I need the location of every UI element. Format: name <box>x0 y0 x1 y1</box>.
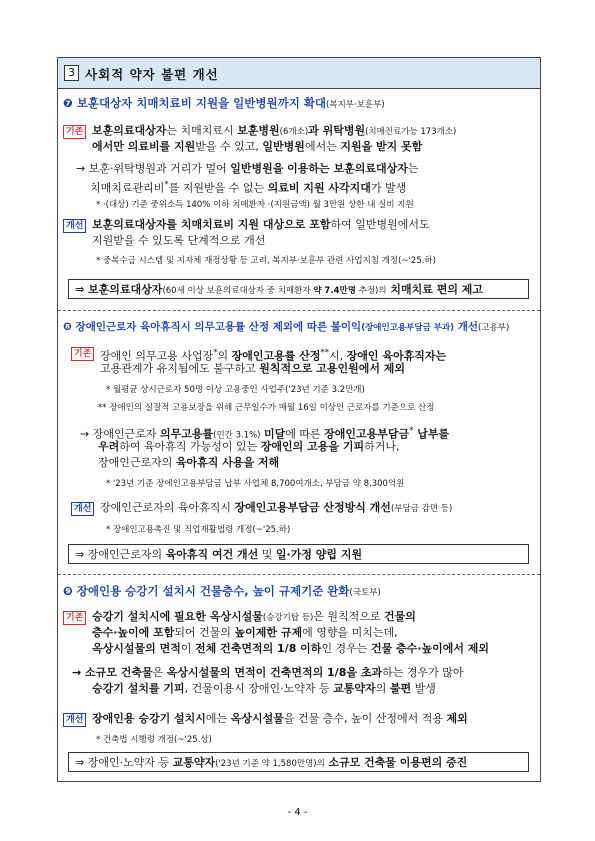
item9-heading: ❾ 장애인용 승강기 설치시 건물층수, 높이 규제기준 완화(국토부) <box>63 584 381 598</box>
item8-old-line1: 장애인 의무고용 사업장*의 장애인고용률 산정**시, 장애인 육아휴직자는 <box>100 348 447 363</box>
item9-arrow-line1: → 소규모 건축물은 옥상시설물의 면적이 건축면적의 1/8을 초과하는 경우가 많아 <box>72 666 464 679</box>
item7-new-tag: 개선 <box>63 219 86 233</box>
item7-result-text: ⇒ 보훈의료대상자(60세 이상 보훈의료대상자 중 치매환자 약 7.4만명 추정)의 치매치료 편의 제고 <box>75 283 484 296</box>
item9-old-line3: 옥상시설물의 면적이 전체 건축면적의 1/8 이하인 경우는 건물 층수·높이에서 제외 <box>92 642 490 655</box>
item7-arrow-line2: 치매치료관리비*를 지원받을 수 없는 의료비 지원 사각지대가 발생 <box>90 180 407 195</box>
item8-note4: * 장애인고용촉진 및 직업재활법령 개정(~'25.하) <box>106 525 291 535</box>
item9-old-line1: 승강기 설치시에 필요한 옥상시설물(승강기탑 등)은 원칙적으로 건물의 <box>92 610 416 623</box>
content-frame <box>57 57 541 782</box>
item7-old-line1: 보훈의료대상자는 치매치료시 보훈병원(6개소)과 위탁병원(치매진료가능 173개소) <box>92 124 457 137</box>
item8-heading: ❽ 장애인근로자 육아휴직시 의무고용률 산정 제외에 따른 불이익(장애인고용부담금 부과) 개선(고용부) <box>63 321 510 333</box>
divider-1 <box>58 310 540 311</box>
item7-arrow-line1: → 보훈·위탁병원과 거리가 멀어 일반병원을 이용하는 보훈의료대상자는 <box>76 162 419 175</box>
item7-result-box <box>68 279 529 299</box>
item7-new-line2: 지원받을 수 있도록 단계적으로 개선 <box>92 234 266 247</box>
item8-arrow-line2: 우려하여 육아휴직 가능성이 있는 장애인의 고용을 기피하거나, <box>98 440 400 453</box>
divider-2 <box>58 574 540 575</box>
item9-note1: * 건축법 시행령 개정(~'25.상) <box>96 735 212 745</box>
section-number: 3 <box>64 65 79 81</box>
item7-old-line2: 에서만 의료비를 지원받을 수 있고, 일반병원에서는 지원을 받지 못함 <box>92 140 423 153</box>
item9-old-tag: 기존 <box>63 611 86 625</box>
item7-note2: * 중복수급 시스템 및 지자체 재정상황 등 고려, 복지부·보훈부 관련 사업지침 개정(~'25.하) <box>96 256 436 266</box>
item9-arrow-line2: 승강기 설치를 기피, 건물이용시 장애인·노약자 등 교통약자의 불편 발생 <box>92 682 436 695</box>
item9-result-box <box>68 752 529 772</box>
item8-new-tag: 개선 <box>71 502 94 516</box>
item9-new-line1: 장애인용 승강기 설치시에는 옥상시설물을 건물 층수, 높이 산정에서 적용 제외 <box>92 712 468 725</box>
item7-old-tag: 기존 <box>63 125 86 139</box>
item8-note1: * 월평균 상시근로자 50명 이상 고용중인 사업주('23년 기준 3.2만개) <box>106 385 365 395</box>
item8-arrow-line3: 장애인근로자의 육아휴직 사용을 저해 <box>98 456 280 469</box>
section-title: 사회적 약자 불편 개선 <box>85 67 219 82</box>
section-header <box>58 58 540 89</box>
item9-new-tag: 개선 <box>63 713 86 727</box>
item7-new-line1: 보훈의료대상자를 치매치료비 지원 대상으로 포함하여 일반병원에서도 <box>92 218 430 231</box>
item9-old-line2: 층수·높이에 포함되어 건물의 높이제한 규제에 영향을 미치는데, <box>92 626 398 639</box>
page-number: - 4 - <box>287 807 308 818</box>
item9-result-text: ⇒ 장애인·노약자 등 교통약자('23년 기준 약 1,580만명)의 소규모 건축물 이용편의 증진 <box>75 756 468 769</box>
item8-old-tag: 기존 <box>71 347 94 361</box>
item8-new-line1: 장애인근로자의 육아휴직시 장애인고용부담금 산정방식 개선(부담금 감면 등) <box>100 501 453 514</box>
item8-note3: * '23년 기준 장애인고용부담금 납부 사업체 8,700여개소, 부담금 약 8,300억원 <box>106 479 405 489</box>
item8-arrow-line1: → 장애인근로자 의무고용률(민간 3.1%) 미달에 따른 장애인고용부담금* 납부를 <box>80 426 450 441</box>
item8-old-line2: 고용관계가 유지됨에도 불구하고 원칙적으로 고용인원에서 제외 <box>100 362 406 375</box>
item7-note1: * ·(대상) 기준 중위소득 140% 이하 치매환자 ·(지원금액) 월 3만원 상한 내 실비 지원 <box>96 200 414 210</box>
item8-result-text: ⇒ 장애인근로자의 육아휴직 여건 개선 및 일·가정 양립 지원 <box>75 548 363 561</box>
item7-heading: ❼ 보훈대상자 치매치료비 지원을 일반병원까지 확대(복지부·보훈부) <box>63 96 385 110</box>
item8-note2: ** 장애인의 실질적 고용보장을 위해 근무일수가 매월 16일 이상인 근로자를 기준으로 산정 <box>98 403 435 413</box>
item8-result-box <box>68 544 529 564</box>
